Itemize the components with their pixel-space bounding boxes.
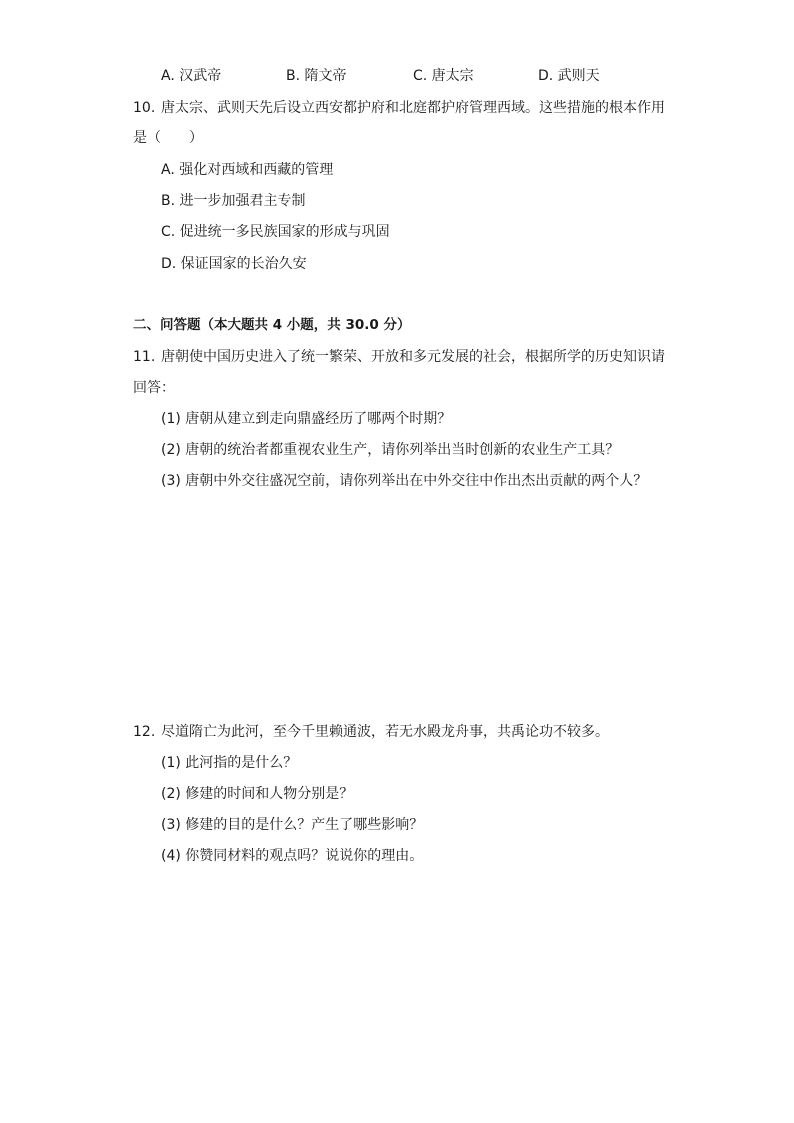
q10-option-d: D. 保证国家的长治久安 [161,256,307,272]
q11-number: 11. [133,349,156,365]
q12-sub-2: (2) 修建的时间和人物分别是？ [161,786,354,802]
q12-sub-3: (3) 修建的目的是什么？产生了哪些影响？ [161,817,424,833]
q11-stem-line1: 唐朝使中国历史进入了统一繁荣、开放和多元发展的社会，根据所学的历史知识请 [161,349,665,365]
q12-sub-4: (4) 你赞同材料的观点吗？说说你的理由。 [161,848,424,864]
q10-option-c: C. 促进统一多民族国家的形成与巩固 [161,224,390,240]
q9-option-a: A. 汉武帝 [161,68,222,84]
q11-sub-3: (3) 唐朝中外交往盛况空前，请你列举出在中外交往中作出杰出贡献的两个人？ [161,473,648,489]
q10-stem-line2: 是（ ） [133,130,203,146]
q11-sub-2: (2) 唐朝的统治者都重视农业生产，请你列举出当时创新的农业生产工具？ [161,442,620,458]
q12-stem-line1: 尽道隋亡为此河，至今千里赖通波，若无水殿龙舟事，共禹论功不较多。 [161,724,609,740]
q11-sub-1: (1) 唐朝从建立到走向鼎盛经历了哪两个时期？ [161,411,452,427]
q9-option-d: D. 武则天 [538,68,600,84]
q12-sub-1: (1) 此河指的是什么？ [161,755,298,771]
q10-option-b: B. 进一步加强君主专制 [161,193,306,209]
section-title: 二、问答题（本大题共 4 小题，共 30.0 分） [133,317,411,333]
q10-option-a: A. 强化对西域和西藏的管理 [161,162,334,178]
q12-number: 12. [133,724,156,740]
q9-option-c: C. 唐太宗 [413,68,474,84]
q10-number: 10. [133,100,156,116]
q11-stem-line2: 回答： [133,380,175,396]
q9-option-b: B. 隋文帝 [286,68,347,84]
q10-stem-line1: 唐太宗、武则天先后设立西安都护府和北庭都护府管理西域。这些措施的根本作用 [161,100,665,116]
